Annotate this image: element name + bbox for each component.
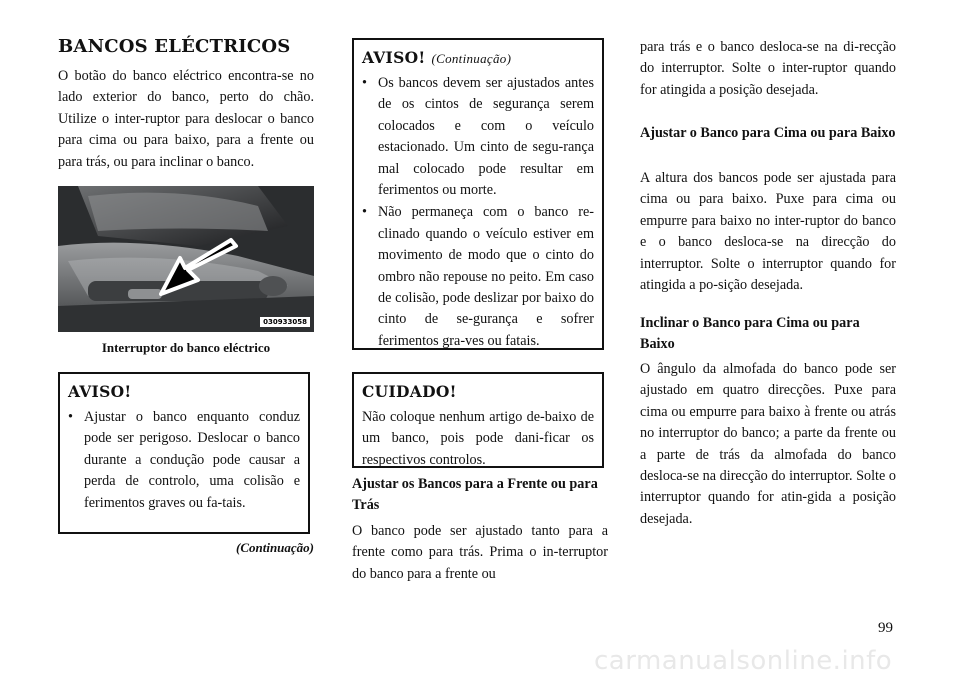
caution-text: Não coloque nenhum artigo de-baixo de um banco, pois pode dani-ficar os respectivos controlos. [362, 409, 594, 468]
section-title: BANCOS ELÉCTRICOS [58, 36, 291, 57]
section-text-forward-back-continued: para trás e o banco desloca-se na di-recção do interruptor. Solte o inter-ruptor quando for atingida a posição desejada. [640, 39, 896, 98]
warning-item: • Os bancos devem ser ajustados antes de os cintos de segurança serem colocados e com o veículo estacionado. Um cinto de segu-rança mal colocado pode resultar em ferimentos ou morte. [362, 73, 594, 201]
caution-box [352, 372, 604, 468]
warning-title: AVISO! [362, 48, 426, 67]
seat-photo-illustration [58, 186, 314, 332]
photo-code-label: 030933058 [260, 317, 310, 327]
section-text-up-down: A altura dos bancos pode ser ajustada para cima ou para baixo. Puxe para cima ou empurre para baixo no inter-ruptor do banco e o banco desloca-se na direcção do interruptor. Solte o interruptor quando for atingida a po-sição desejada. [640, 170, 896, 294]
caution-title: CUIDADO! [362, 382, 457, 401]
warning-item: • Ajustar o banco enquanto conduz pode ser perigoso. Deslocar o banco durante a condução pode causar a perda de controlo, uma colisão e ferimentos graves ou fa-tais. [68, 407, 300, 514]
section-heading-tilt: Inclinar o Banco para Cima ou para Baixo [640, 315, 860, 353]
section-text-forward-back: O banco pode ser ajustado tanto para a frente como para trás. Prima o in-terruptor do banco para a frente ou [352, 523, 608, 582]
continued-note: (Continuação) [235, 540, 314, 555]
warning-title: AVISO! [68, 382, 132, 401]
intro-paragraph: O botão do banco eléctrico encontra-se no lado exterior do banco, perto do chão. Utilize o inter-ruptor para deslocar o banco para cima ou para baixo, para a frente ou para trás, ou para inclinar o banco. [58, 68, 314, 170]
warning-title-continued [362, 48, 594, 67]
page-number: 99 [878, 620, 893, 636]
warning-list [68, 407, 300, 514]
warning-box-continued [352, 38, 604, 350]
warning-item: • Não permaneça com o banco re-clinado quando o veículo estiver em movimento de modo que o cinto do ombro não repouse no peito. Em caso de colisão, pode deslizar por baixo do cinto de se-gurança e sofrer ferimentos gra-ves ou fatais. [362, 202, 594, 352]
watermark: carmanualsonline.info [594, 646, 893, 676]
section-heading-up-down: Ajustar o Banco para Cima ou para Baixo [640, 125, 896, 141]
warning-list [362, 73, 594, 352]
section-text-tilt: O ângulo da almofada do banco pode ser ajustado em quatro direcções. Puxe para cima ou empurre para baixo à frente ou atrás no interruptor do banco; a parte da frente ou a parte de trás da almofada do banco desloca-se na direcção do interruptor. Solte o interruptor quando for atin-gida a posição desejada. [640, 361, 896, 527]
warning-box [58, 372, 310, 534]
warning-continued-label: (Continuação) [431, 51, 512, 66]
section-heading-forward-back: Ajustar os Bancos para a Frente ou para Trás [352, 476, 598, 514]
photo-caption: Interruptor do banco eléctrico [101, 340, 271, 355]
seat-switch-photo [58, 186, 314, 332]
